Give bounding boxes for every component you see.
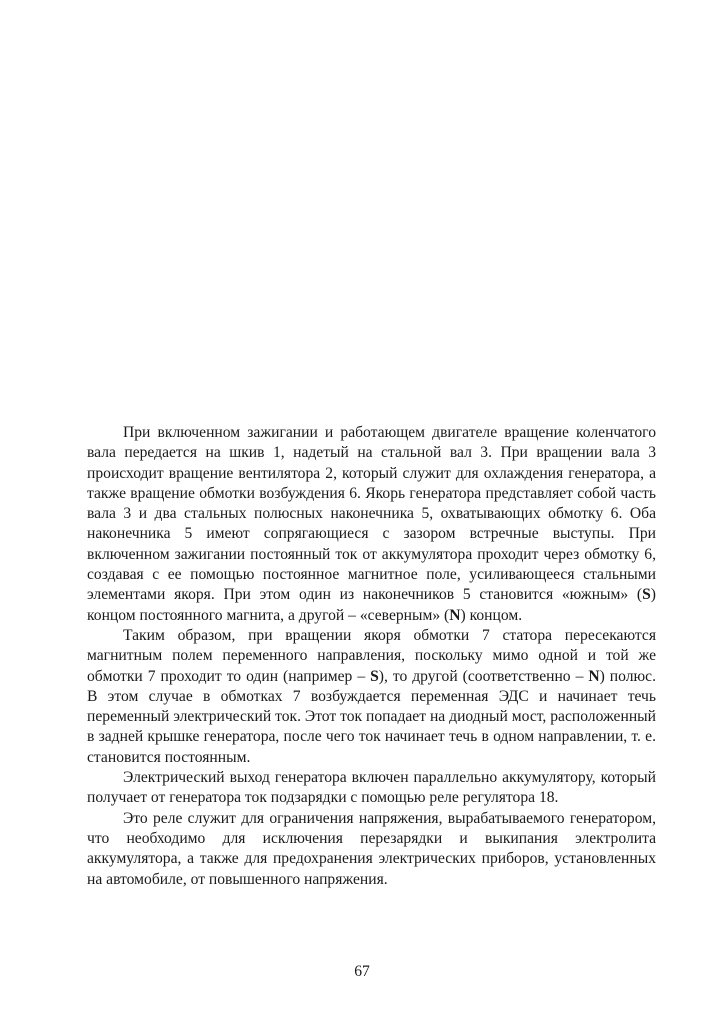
pole-n-label: N <box>449 606 461 624</box>
paragraph-regulator-relay <box>87 809 656 890</box>
text-run: Электрический выход генератора включен параллельно аккумулятору, который получает от генератора ток подзарядки с помощью реле регулятора 18. <box>87 769 656 807</box>
body-text <box>87 423 656 890</box>
pole-s-label: S <box>370 667 379 685</box>
text-run: ) полюс. В этом случае в обмотках 7 возбуждается переменная ЭДС и начинает течь переменный электрический ток. Этот ток попадает на диодный мост, расположенный в задней крышке генератора, после чего ток начинает течь в одном направлении, т. е. становится постоянным. <box>87 667 656 766</box>
text-run: Таким образом, при вращении якоря обмотки 7 статора пересекаются магнитным полем переменного направления, поскольку мимо одной и той же обмотки 7 проходит то один (например – <box>87 626 656 685</box>
paragraph-generator-operation <box>87 423 656 626</box>
text-run: ), то другой (соответственно – <box>378 667 589 685</box>
text-run: ) концом постоянного магнита, а другой – «северным» ( <box>87 586 656 624</box>
text-run: ) концом. <box>460 606 523 624</box>
text-run: При включенном зажигании и работающем двигателе вращение коленчатого вала передается на шкив 1, надетый на стальной вал 3. При вращении вала 3 происходит вращение вентилятора 2, который служит для охлаждения генератора, а также вращение обмотки возбуждения 6. Якорь генератора представляет собой часть вала 3 и два стальных полюсных наконечника 5, охватывающих обмотку 6. Оба наконечника 5 имеют сопрягающиеся с зазором встречные выступы. При включенном зажигании постоянный ток от аккумулятора проходит через обмотку 6, создавая с ее помощью постоянное магнитное поле, усиливающееся стальными элементами якоря. При этом один из наконечников 5 становится «южным» ( <box>87 424 656 604</box>
page-number: 67 <box>354 963 370 980</box>
pole-s-label: S <box>642 586 651 604</box>
text-run: Это реле служит для ограничения напряжения, вырабатываемого генератором, что необходимо для исключения перезарядки и выкипания электролита аккумулятора, а также для предохранения электрических приборов, установленных на автомобиле, от повышенного напряжения. <box>87 809 656 888</box>
paragraph-stator-windings <box>87 626 656 768</box>
paragraph-electrical-output <box>87 768 656 809</box>
pole-n-label: N <box>588 667 600 685</box>
